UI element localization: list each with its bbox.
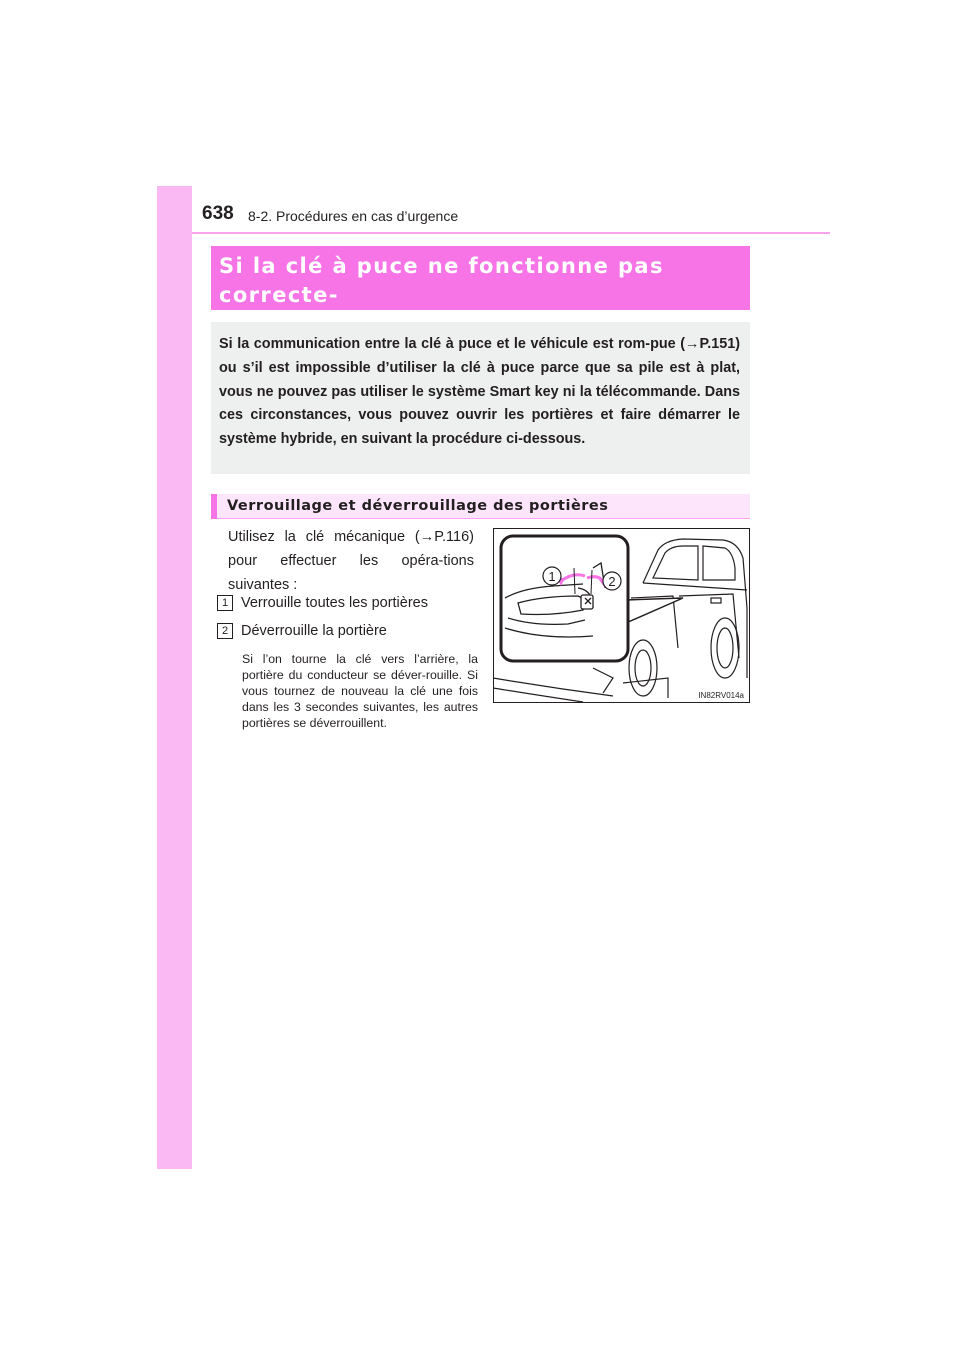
step-text-1: Verrouille toutes les portières — [241, 595, 428, 611]
step-2 — [217, 623, 387, 639]
step-number-2: 2 — [217, 623, 233, 639]
zoom-inset — [501, 536, 628, 661]
figure-code: IN82RV014a — [698, 691, 744, 700]
car-door-key-illustration — [493, 528, 750, 703]
callout-1: 1 — [548, 569, 556, 584]
page-number: 638 — [202, 203, 234, 224]
step-text-2: Déverrouille la portière — [241, 623, 387, 639]
body-intro-text: Utilisez la clé mécanique (→P.116) pour effectuer les opéra-tions suivantes : — [228, 529, 474, 593]
header-rule — [192, 232, 830, 234]
step-number-1: 1 — [217, 595, 233, 611]
subsection-title: Verrouillage et déverrouillage des portières — [227, 498, 609, 514]
section-label: 8-2. Procédures en cas d’urgence — [248, 208, 459, 224]
intro-box — [211, 322, 750, 474]
callout-2: 2 — [608, 574, 616, 589]
note-text: Si l’on tourne la clé vers l’arrière, la portière du conducteur se déver-rouille. Si vous tournez de nouveau la clé une fois dans les 3 secondes suivantes, les autres portières se déverrouillent. — [242, 652, 478, 730]
title-banner — [211, 246, 750, 310]
side-color-strip — [157, 186, 192, 1169]
subsection-header — [211, 494, 750, 519]
intro-text: Si la communication entre la clé à puce et le véhicule est rom-pue (→P.151) ou s’il est impossible d’utiliser la clé à puce parce que sa pile est à plat, vous ne pouvez pas utiliser le système Smart key ni la télécommande. Dans ces circonstances, vous pouvez ouvrir les portières et faire démarrer le système hybride, en suivant la procédure ci-dessous. — [219, 336, 740, 448]
step-1 — [217, 595, 428, 611]
page-title-line1: Si la clé à puce ne fonctionne pas correcte- — [219, 254, 664, 307]
